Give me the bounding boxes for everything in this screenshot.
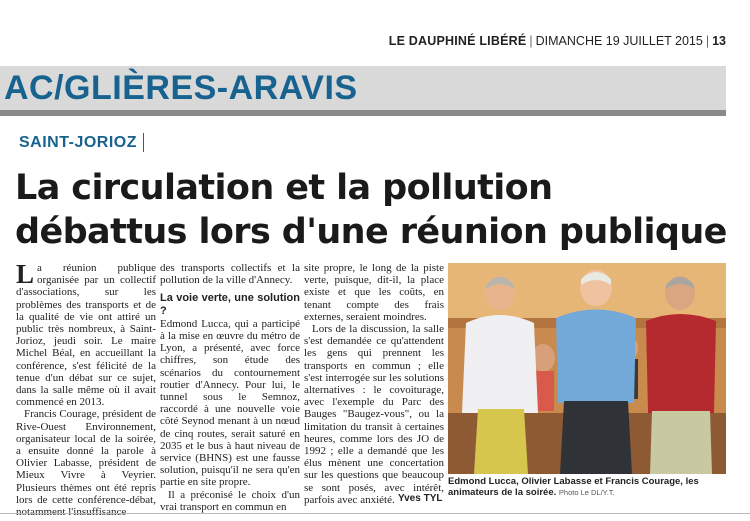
page-number: 13 (712, 34, 726, 48)
headline-line-2: débattus lors d'une réunion publique (15, 212, 727, 252)
article-kicker: SAINT-JORIOZ (19, 134, 138, 151)
body-paragraph: des transports collectifs et la pollution de la ville d'Annecy. (160, 262, 300, 287)
article-column-1 (16, 259, 156, 518)
section-banner-shadow (0, 110, 726, 116)
masthead (389, 34, 726, 48)
body-paragraph: Il a préconisé le choix d'un vrai transport en commun en (160, 488, 300, 513)
body-paragraph: Lors de la discussion, la salle s'est demandée ce qu'attendent les gens qui prennent les transports en commun ; elle s'est interrogée sur les solutions alternatives : le covoiturage, avec l'exemple du Parc des Bauges "Baugez-vous", ou la limitation du transit à certaines heures, comme lors des JO de 1992 ; elle a demandé que les élus mènent une concertation sur les questions que beaucoup se sont posés, avec intérêt, parfois avec anxiété. (304, 323, 444, 506)
lead-text: a réunion publique organisée par un collectif d'associations, sur les problèmes des transports et de la qualité de vie ont attiré un public très nombreux, à Saint-Jorioz, jeudi soir. Le maire Michel Béal, en accueillant la conférence, s'est félicité de la tenue d'un débat sur ce sujet, dans la salle même où il avait commencé en 2013. (16, 262, 156, 409)
article-headline (15, 166, 727, 254)
article-subhead: La voie verte, une solution ? (160, 292, 300, 317)
body-paragraph: Francis Courage, président de Rive-Ouest Environnement, organisateur local de la soirée, a ensuite donné la parole à Olivier Labasse, président de Mieux Vivre à Veyrier. Plusieurs thèmes ont été repris lors de cette conférence-débat, (16, 408, 156, 506)
author-signature: Yves TYL (398, 493, 443, 504)
masthead-separator: | (529, 34, 533, 48)
page-bottom-divider (0, 513, 750, 514)
body-paragraph: site propre, le long de la piste verte, puisque, dit-il, la place existe et que les coûts, en tenant compte des frais externes, seraient moindres. (304, 262, 444, 323)
photo-caption (448, 476, 738, 498)
article-column-3 (304, 262, 444, 506)
body-paragraph (16, 259, 156, 409)
caption-text: Edmond Lucca, Olivier Labasse et Francis Courage, les animateurs de la soirée. (448, 476, 699, 498)
drop-cap: L (16, 259, 35, 289)
article-column-2 (160, 262, 300, 513)
section-title: AC/GLIÈRES-ARAVIS (4, 69, 358, 107)
masthead-separator: | (705, 34, 710, 48)
body-paragraph: Edmond Lucca, qui a participé à la mise en œuvre du métro de Lyon, a présenté, avec force chiffres, son étude des scénarios du contournement routier d'Annecy. Pour lui, le tunnel sous le Semnoz, raccordé à une nouvelle voie côté Seynod menant à un nœud de cinq routes, serait saturé en 2035 et le bus à haut niveau de service (BHNS) est une fausse solution, puisqu'il ne sera qu'en partie en site propre. (160, 317, 300, 489)
article-photo (448, 263, 726, 474)
kicker-divider (143, 133, 144, 152)
photo-credit: Photo Le DL/Y.T. (558, 488, 615, 497)
headline-line-1: La circulation et la pollution (15, 168, 553, 208)
issue-date: DIMANCHE 19 JUILLET 2015 (535, 34, 703, 48)
newspaper-name: LE DAUPHINÉ LIBÉRÉ (388, 34, 527, 48)
photo-illustration (448, 263, 726, 474)
